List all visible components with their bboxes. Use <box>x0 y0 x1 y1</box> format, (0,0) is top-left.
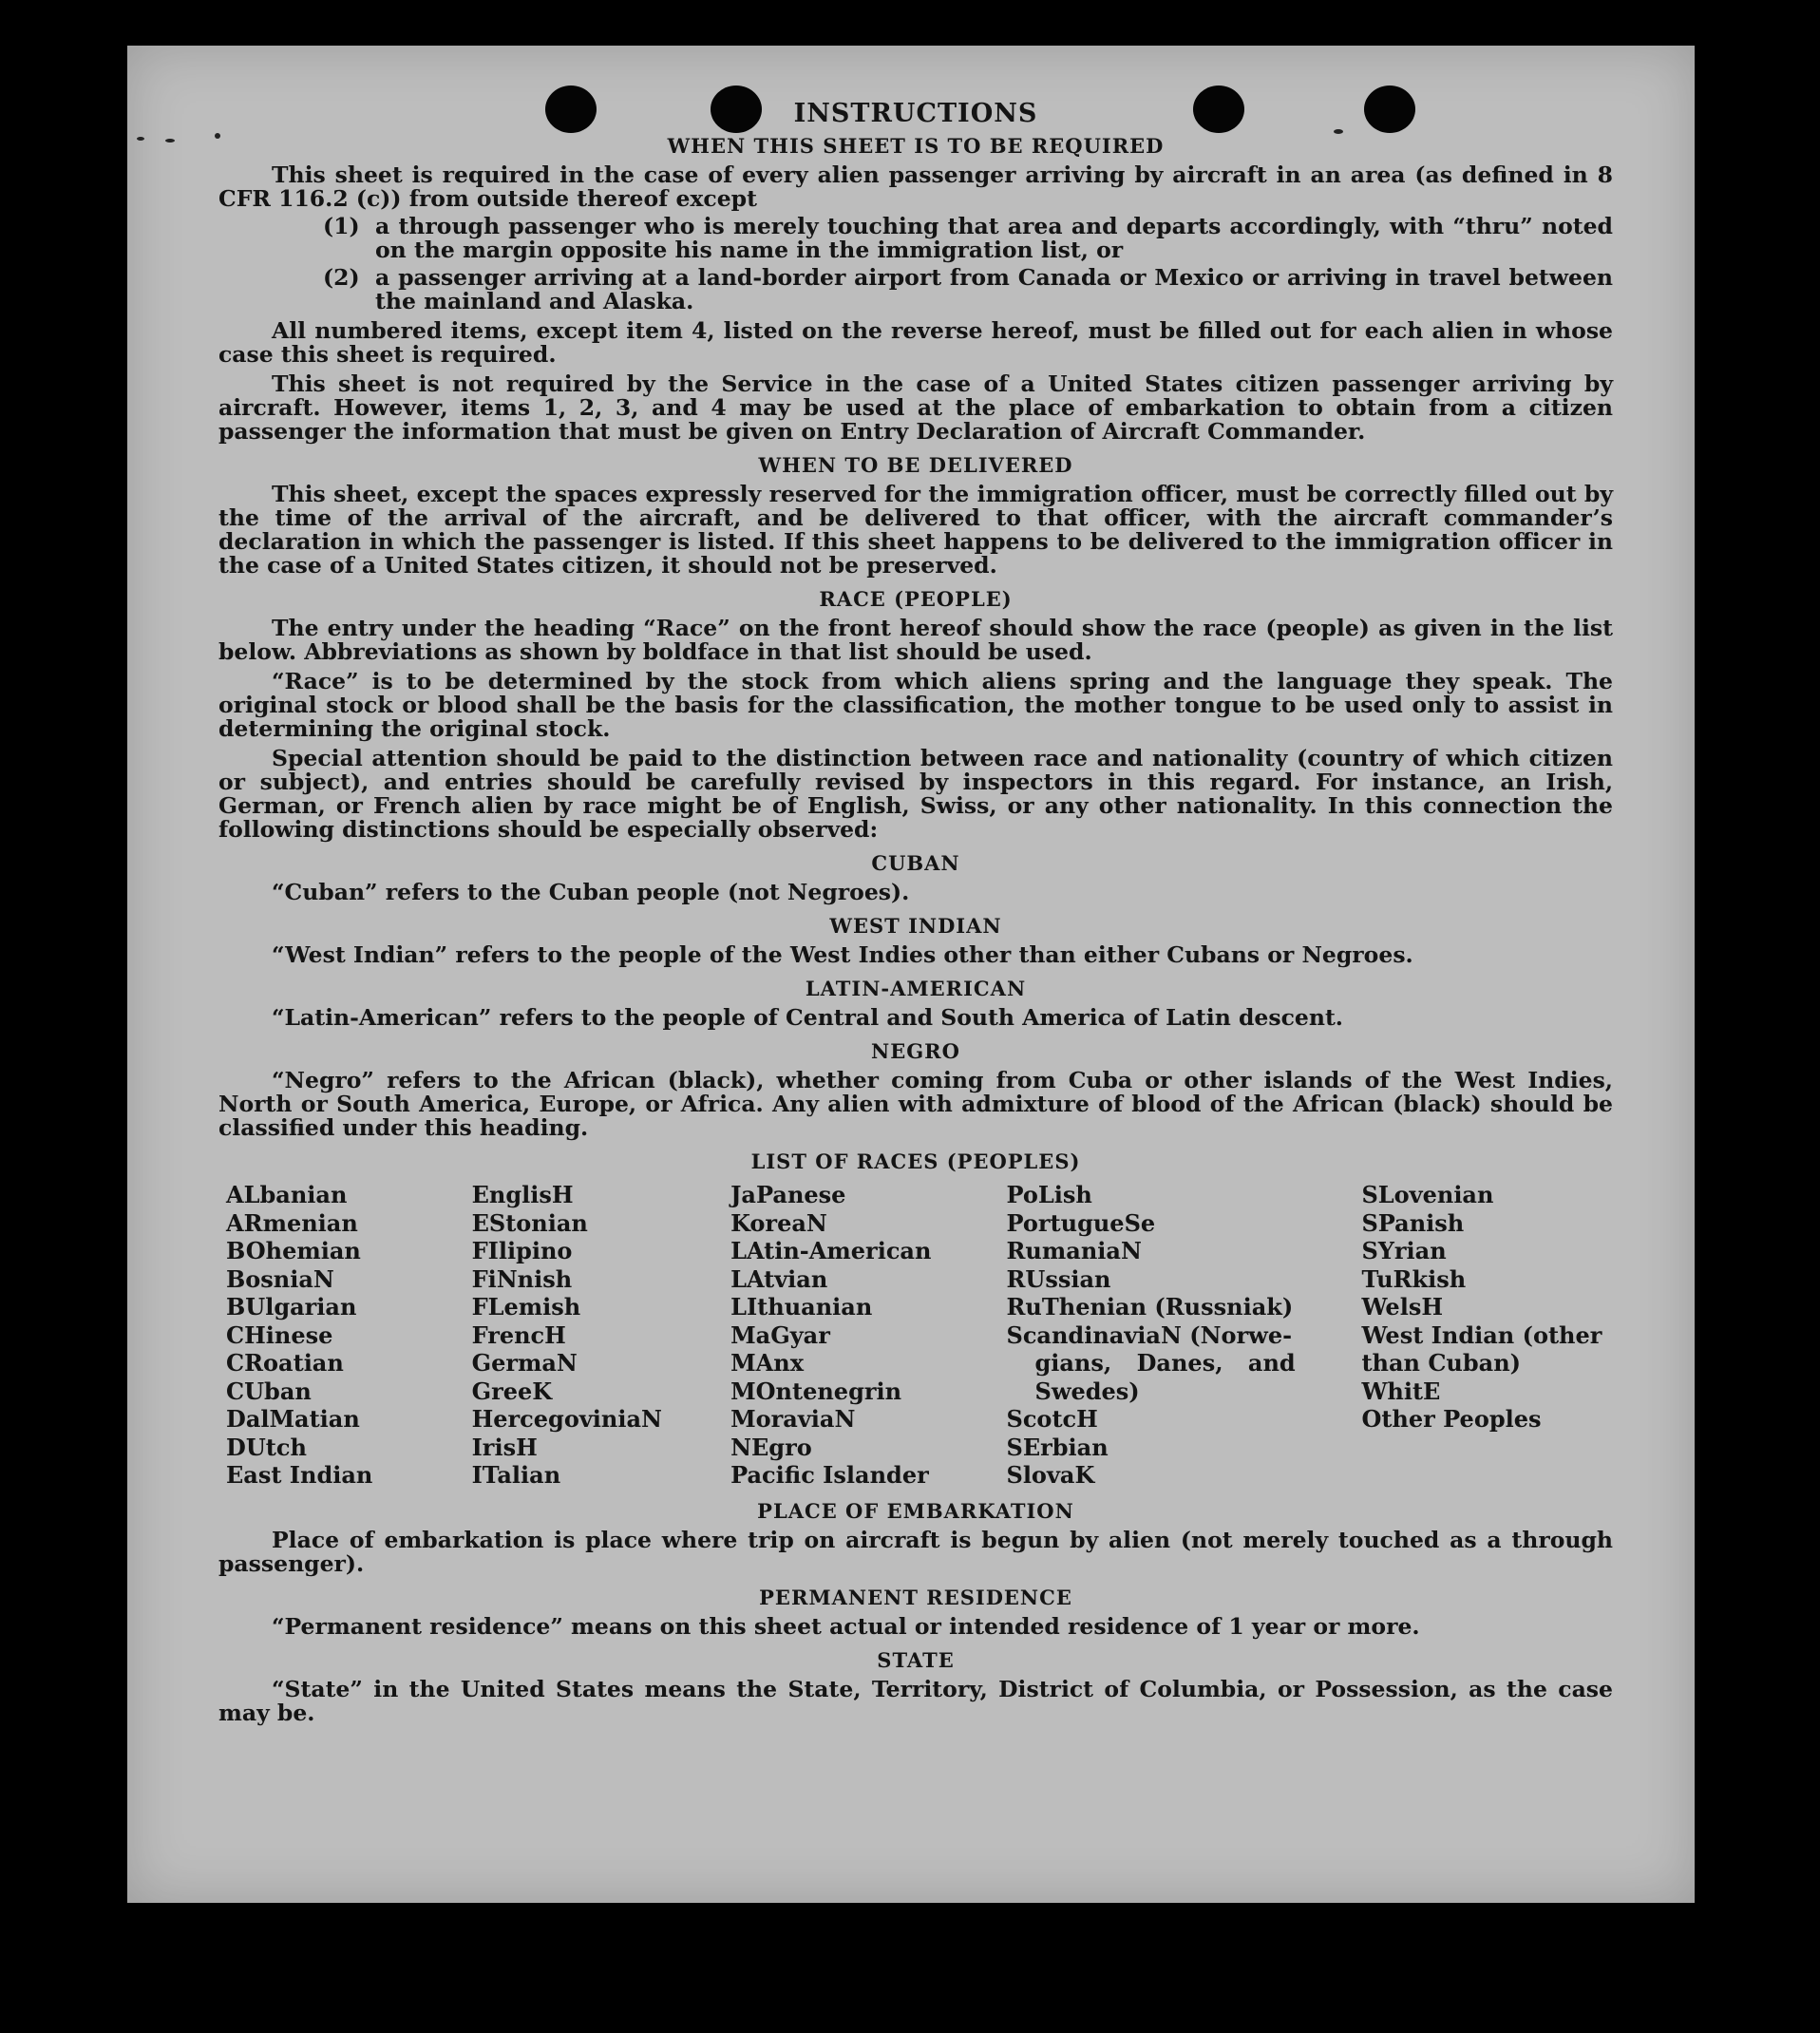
race-item: JaPanese <box>730 1181 846 1208</box>
race-item: DUtch <box>226 1433 307 1461</box>
race-item: RUssian <box>1006 1264 1111 1293</box>
race-item: FLemish <box>471 1293 581 1320</box>
document-sheet <box>127 46 1695 1903</box>
definition: “Cuban” refers to the Cuban people (not Negroes). <box>272 879 910 905</box>
item-number: (1) <box>323 213 360 239</box>
race-item: than Cuban) <box>1361 1349 1522 1377</box>
race-item: DalMatian <box>226 1405 360 1433</box>
heading-list-of-races: LIST OF RACES (PEOPLES) <box>750 1150 1081 1173</box>
list-item <box>323 266 1613 314</box>
race-item: LAtin-American <box>730 1237 932 1264</box>
race-item: GermaN <box>471 1349 578 1377</box>
heading-latin-american: LATIN-AMERICAN <box>805 977 1027 1000</box>
race-item: SPanish <box>1361 1208 1465 1237</box>
list-item <box>323 215 1613 262</box>
race-item: RuThenian (Russniak) <box>1006 1293 1294 1320</box>
race-item: PortugueSe <box>1006 1208 1156 1237</box>
race-item: TuRkish <box>1361 1264 1467 1293</box>
race-item: ARmenian <box>226 1208 358 1237</box>
races-column <box>226 1181 472 1490</box>
race-item: WelsH <box>1361 1293 1444 1320</box>
speck <box>165 139 175 142</box>
instructions-content <box>218 99 1613 1725</box>
race-item: Swedes) <box>1034 1377 1140 1405</box>
heading-west-indian: WEST INDIAN <box>829 914 1002 938</box>
heading-race: RACE (PEOPLE) <box>819 587 1013 611</box>
race-item: EnglisH <box>471 1181 574 1208</box>
definition: “West Indian” refers to the people of the West Indies other than either Cubans or Negroes. <box>272 941 1413 968</box>
race-item: BUlgarian <box>226 1293 357 1320</box>
race-item: BosniaN <box>226 1264 334 1293</box>
heading-place-of-embarkation: PLACE OF EMBARKATION <box>757 1498 1074 1523</box>
race-item: EStonian <box>471 1208 588 1237</box>
race-item: Pacific Islander <box>730 1461 929 1489</box>
race-item: SlovaK <box>1006 1461 1095 1489</box>
definition: “State” in the United States means the State, Territory, District of Columbia, or Possession, as the case may be. <box>218 1675 1613 1726</box>
races-column <box>1361 1181 1613 1490</box>
item-text: a passenger arriving at a land-border airport from Canada or Mexico or arriving in travel between the mainland and Alaska. <box>375 264 1613 314</box>
heading-when-delivered: WHEN TO BE DELIVERED <box>758 453 1073 477</box>
races-column <box>730 1181 1006 1490</box>
definition: “Permanent residence” means on this sheet actual or intended residence of 1 year or more. <box>272 1612 1420 1640</box>
race-item: SErbian <box>1006 1433 1109 1461</box>
race-item: West Indian (other <box>1361 1320 1602 1349</box>
race-item: MAnx <box>730 1349 805 1377</box>
race-item: LIthuanian <box>730 1293 873 1320</box>
race-item: ITalian <box>471 1461 561 1489</box>
race-item: ALbanian <box>226 1181 348 1208</box>
races-column <box>1006 1181 1361 1490</box>
definition: “Negro” refers to the African (black), whether coming from Cuba or other islands of the West Indies, North or South America, Europe, or Africa. Any alien with admixture of blood of the African (black) should be classified under this heading. <box>218 1067 1613 1141</box>
paragraph: All numbered items, except item 4, listed on the reverse hereof, must be filled out for each alien in whose case this sheet is required. <box>218 317 1613 368</box>
race-item: MaGyar <box>730 1320 830 1349</box>
speck <box>137 137 144 141</box>
paragraph: This sheet is required in the case of every alien passenger arriving by aircraft in an area (as defined in 8 CFR 116.2 (c)) from outside thereof except <box>218 162 1613 212</box>
definition: “Latin-American” refers to the people of Central and South America of Latin descent. <box>272 1004 1343 1031</box>
races-list <box>226 1181 1613 1490</box>
race-item: KoreaN <box>730 1208 827 1237</box>
race-item: LAtvian <box>730 1264 828 1293</box>
paragraph: “Race” is to be determined by the stock from which aliens spring and the language they speak. The original stock or blood shall be the basis for the classification, the mother tongue to be used only to assist in determining the original stock. <box>218 668 1613 742</box>
definition: Place of embarkation is place where trip on aircraft is begun by alien (not merely touched as a through passenger). <box>218 1526 1613 1577</box>
race-item: BOhemian <box>226 1237 361 1264</box>
race-item: SLovenian <box>1361 1181 1494 1208</box>
paragraph: This sheet, except the spaces expressly reserved for the immigration officer, must be correctly filled out by the time of the arrival of the aircraft, and be delivered to that officer, with the aircraft commander’s declaration in which the passenger is listed. If this sheet happens to be delivered to the immigration officer in the case of a United States citizen, it should not be preserved. <box>218 481 1613 579</box>
race-item: SYrian <box>1361 1237 1447 1264</box>
race-item: GreeK <box>471 1377 553 1405</box>
race-item: ScotcH <box>1006 1405 1098 1433</box>
race-item: FrencH <box>471 1320 566 1349</box>
heading-when-required: WHEN THIS SHEET IS TO BE REQUIRED <box>667 134 1165 158</box>
race-item: FiNnish <box>471 1264 573 1293</box>
heading-permanent-residence: PERMANENT RESIDENCE <box>759 1585 1072 1609</box>
race-item: FIlipino <box>471 1237 573 1264</box>
race-item: gians, Danes, and <box>1034 1349 1296 1377</box>
race-item: MoraviaN <box>730 1405 856 1433</box>
race-item: MOntenegrin <box>730 1377 902 1405</box>
race-item: CRoatian <box>226 1349 344 1377</box>
race-item: CHinese <box>226 1320 333 1349</box>
heading-state: STATE <box>877 1647 955 1672</box>
race-item: CUban <box>226 1377 312 1405</box>
paragraph: This sheet is not required by the Service in the case of a United States citizen passenger arriving by aircraft. However, items 1, 2, 3, and 4 may be used at the place of embarkation to obtain from a citizen passenger the information that must be given on Entry Declaration of Aircraft Commander. <box>218 370 1613 445</box>
race-item: RumaniaN <box>1006 1237 1142 1264</box>
races-column <box>472 1181 731 1490</box>
race-item: ScandinaviaN (Norwe- <box>1006 1320 1293 1349</box>
race-item: Other Peoples <box>1361 1405 1542 1433</box>
item-number: (2) <box>323 264 360 291</box>
heading-negro: NEGRO <box>871 1039 960 1063</box>
paragraph: The entry under the heading “Race” on the front hereof should show the race (people) as given in the list below. Abbreviations as shown by boldface in that list should be used. <box>218 615 1613 665</box>
item-text: a through passenger who is merely touching that area and departs accordingly, with “thru” noted on the margin opposite his name in the immigration list, or <box>375 213 1613 263</box>
race-item: HercegoviniaN <box>471 1405 662 1433</box>
race-item: East Indian <box>226 1461 373 1489</box>
race-item: IrisH <box>471 1433 538 1461</box>
race-item: NEgro <box>730 1433 812 1461</box>
paragraph: Special attention should be paid to the distinction between race and nationality (country of which citizen or subject), and entries should be carefully revised by inspectors in this regard. For instance, an Irish, German, or French alien by race might be of English, Swiss, or any other nationality. In this connection the following distinctions should be especially observed: <box>218 745 1613 843</box>
race-item: WhitE <box>1361 1377 1441 1405</box>
heading-cuban: CUBAN <box>871 851 960 875</box>
race-item: PoLish <box>1006 1181 1092 1208</box>
page-title: INSTRUCTIONS <box>793 99 1038 128</box>
